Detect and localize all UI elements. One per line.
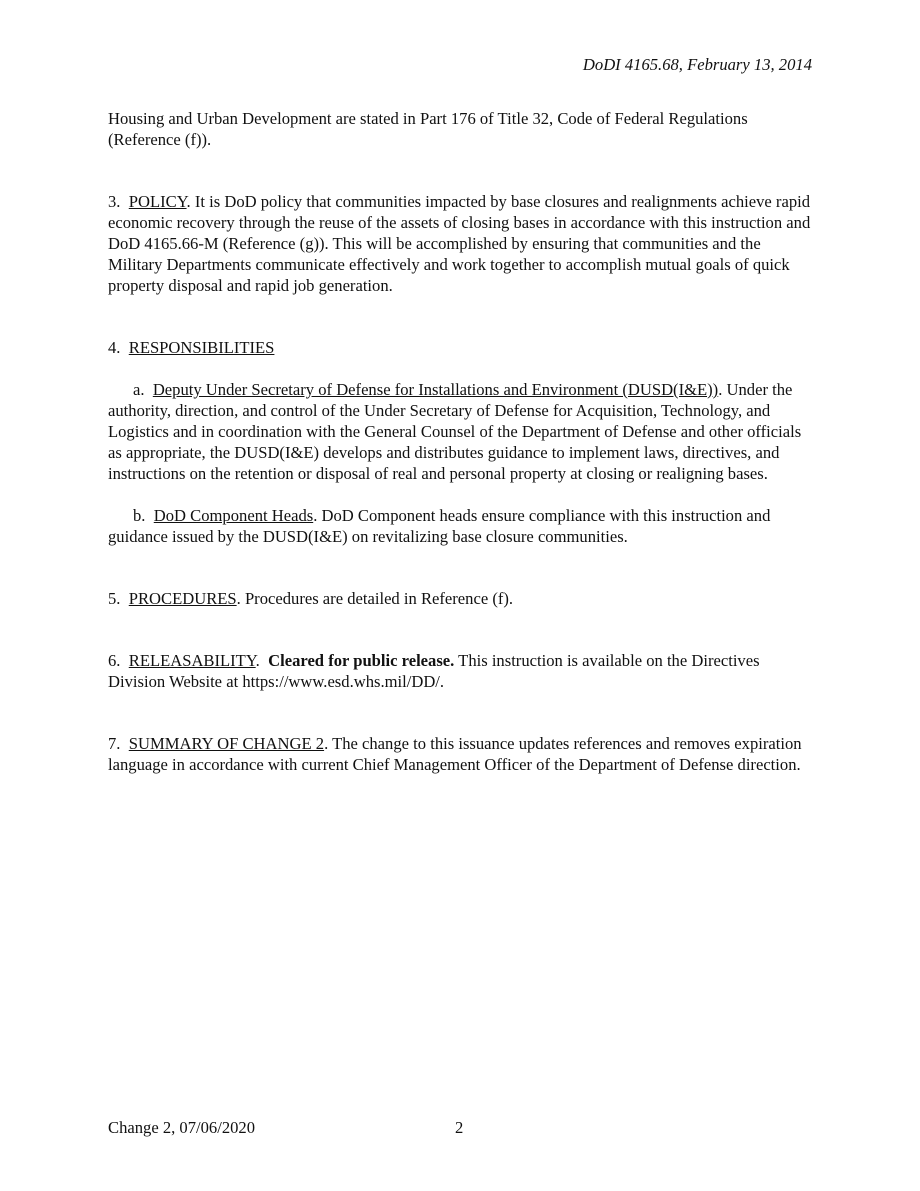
responsibilities-number: 4.: [108, 338, 121, 357]
releasability-bold-text: Cleared for public release.: [268, 651, 455, 670]
responsibility-b-paragraph: [108, 505, 814, 547]
responsibility-b-heading: DoD Component Heads: [153, 506, 314, 525]
responsibility-a-text: . Under the authority, direction, and control of the Under Secretary of Defense for Acquisition, Technology, and Logistics and in coordination with the General Counsel of the Department of Defense and other officials as appropriate, the DUSD(I&E) develops and distributes guidance to implement laws, directives, and instructions on the retention or disposal of real and personal property at closing or realigning bases.: [108, 380, 802, 483]
intro-continuation-paragraph: Housing and Urban Development are stated in Part 176 of Title 32, Code of Federal Regulations (Reference (f)).: [108, 109, 748, 149]
footer-page-number: 2: [455, 1118, 464, 1137]
responsibility-b-label: b.: [133, 506, 146, 525]
procedures-heading: PROCEDURES: [128, 589, 237, 608]
procedures-number: 5.: [108, 589, 121, 608]
summary-of-change-number: 7.: [108, 734, 121, 753]
responsibility-a-paragraph: [108, 379, 814, 484]
summary-of-change-paragraph: [108, 733, 814, 775]
responsibility-a-heading: Deputy Under Secretary of Defense for Installations and Environment (DUSD(I&E)): [152, 380, 719, 399]
footer-change-note: Change 2, 07/06/2020: [108, 1118, 256, 1137]
policy-paragraph: [108, 191, 814, 296]
procedures-paragraph: [108, 588, 814, 609]
running-header: DoDI 4165.68, February 13, 2014: [582, 55, 812, 74]
procedures-text: . Procedures are detailed in Reference (f).: [236, 589, 514, 608]
summary-of-change-text: . The change to this issuance updates references and removes expiration language in accordance with current Chief Management Officer of the Department of Defense direction.: [108, 734, 802, 774]
responsibility-a-label: a.: [133, 380, 145, 399]
policy-text: . It is DoD policy that communities impacted by base closures and realignments achieve rapid economic recovery through the reuse of the assets of closing bases in accordance with this instruction and DoD 4165.66-M (Reference (g)). This will be accomplished by ensuring that communities and the Military Departments communicate effectively and work together to accomplish mutual goals of quick property disposal and rapid job generation.: [108, 192, 811, 295]
releasability-separator: .: [255, 651, 269, 670]
responsibilities-heading: RESPONSIBILITIES: [128, 338, 275, 357]
document-body: [108, 108, 814, 775]
summary-of-change-heading: SUMMARY OF CHANGE 2: [128, 734, 325, 753]
responsibilities-heading-line: [108, 337, 814, 358]
releasability-paragraph: [108, 650, 814, 692]
releasability-text: This instruction is available on the Directives Division Website at https://www.esd.whs.mil/DD/.: [108, 651, 760, 691]
policy-heading: POLICY: [128, 192, 187, 211]
releasability-number: 6.: [108, 651, 121, 670]
releasability-heading: RELEASABILITY: [128, 651, 256, 670]
responsibility-b-text: . DoD Component heads ensure compliance with this instruction and guidance issued by the DUSD(I&E) on revitalizing base closure communities.: [108, 506, 771, 546]
policy-number: 3.: [108, 192, 121, 211]
